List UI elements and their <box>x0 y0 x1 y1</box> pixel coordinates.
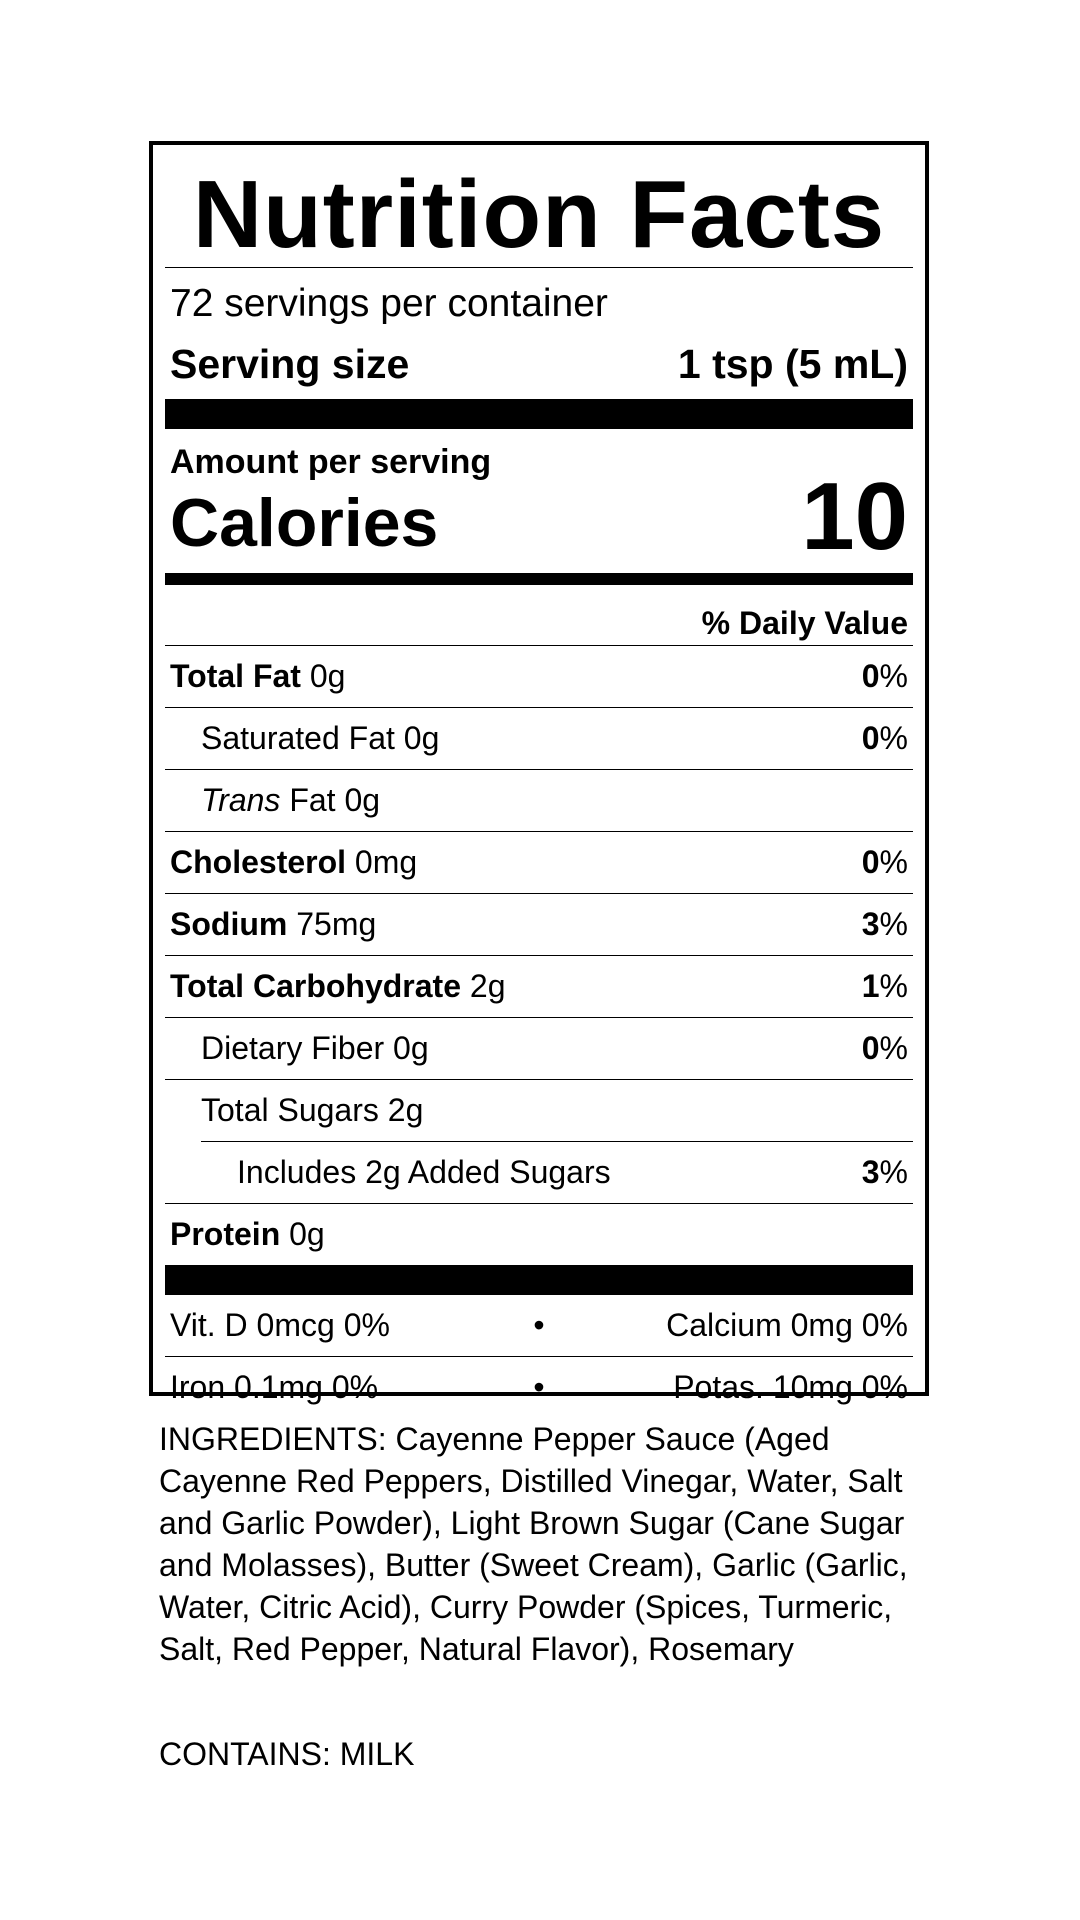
daily-value-sign: % <box>879 844 908 880</box>
panel-title: Nutrition Facts <box>192 161 886 268</box>
nutrient-amount: 2g <box>469 968 506 1004</box>
daily-value-sign: % <box>879 1154 908 1190</box>
nutrition-facts-panel <box>149 141 929 1405</box>
vitamin-left: Vit. D 0mcg 0% <box>170 1307 390 1343</box>
nutrient-amount: 0g <box>393 1030 429 1066</box>
nutrient-name: Total Sugars <box>201 1092 379 1128</box>
nutrient-amount: 0g <box>344 782 381 818</box>
daily-value-number: 0 <box>861 1030 880 1066</box>
nutrient-name: Total Carbohydrate <box>170 968 461 1004</box>
calories-value: 10 <box>801 463 908 570</box>
calories-label: Calories <box>170 485 439 561</box>
nutrient-amount: 0g <box>309 658 346 694</box>
daily-value-sign: % <box>879 720 908 756</box>
nutrient-row-cholesterol <box>165 832 913 893</box>
daily-value-header: % Daily Value <box>701 605 908 641</box>
nutrient-row-total-sugars <box>165 1080 913 1141</box>
vitamin-row <box>165 1357 913 1418</box>
vitamin-right: Potas. 10mg 0% <box>673 1369 908 1405</box>
daily-value-sign: % <box>879 1030 908 1066</box>
ingredients-text: INGREDIENTS: Cayenne Pepper Sauce (Aged Cayenne Red Peppers, Distilled Vinegar, Water, Salt and Garlic Powder), Light Brown Sugar (Cane Sugar and Molasses), Butter (Sweet Cream), Garlic (Garlic, Water, Citric Acid), Curry Powder (Spices, Turmeric, Salt, Red Pepper, Natural Flavor), Rosemary <box>159 1421 908 1667</box>
daily-value-number: 3 <box>861 906 880 942</box>
nutrient-name: Saturated Fat <box>201 720 395 756</box>
thick-divider <box>165 399 913 429</box>
amount-per-serving: Amount per serving <box>170 443 492 481</box>
vitamin-row <box>165 1295 913 1356</box>
calories-row <box>170 463 908 570</box>
nutrient-row-sodium <box>165 894 913 955</box>
daily-value-number: 0 <box>861 720 880 756</box>
daily-value-sign: % <box>879 658 908 694</box>
nutrient-amount: 0g <box>289 1216 325 1252</box>
serving-size-value: 1 tsp (5 mL) <box>677 341 908 387</box>
vitamin-right: Calcium 0mg 0% <box>666 1307 908 1343</box>
daily-value-sign: % <box>879 968 908 1004</box>
nutrient-name: Sodium <box>170 906 288 942</box>
medium-divider <box>165 573 913 585</box>
nutrient-amount: 2g <box>387 1092 424 1128</box>
bullet-separator: • <box>533 1307 545 1343</box>
nutrient-name-italic: Trans <box>201 782 281 818</box>
serving-size-label: Serving size <box>170 341 410 387</box>
nutrient-row-total-carbohydrate <box>165 956 913 1017</box>
nutrient-row-trans-fat <box>165 770 913 831</box>
nutrient-row-added-sugars <box>165 1142 913 1203</box>
nutrient-name: Total Fat <box>170 658 301 694</box>
vitamin-left: Iron 0.1mg 0% <box>170 1369 379 1405</box>
nutrient-name: Dietary Fiber <box>201 1030 385 1066</box>
daily-value-sign: % <box>879 906 908 942</box>
nutrient-row-saturated-fat <box>165 708 913 769</box>
daily-value-number: 0 <box>861 658 880 694</box>
daily-value-number: 1 <box>861 968 880 1004</box>
daily-value-number: 3 <box>861 1154 880 1190</box>
nutrient-amount: 0g <box>403 720 440 756</box>
nutrient-row-dietary-fiber <box>165 1018 913 1079</box>
serving-size-row <box>170 337 908 385</box>
servings-per-container: 72 servings per container <box>170 282 608 325</box>
nutrient-amount: 75mg <box>296 906 377 942</box>
daily-value-number: 0 <box>861 844 880 880</box>
nutrient-name: Includes 2g Added Sugars <box>237 1154 611 1190</box>
nutrient-row-protein <box>165 1204 913 1265</box>
nutrient-row-total-fat <box>165 646 913 707</box>
allergen-statement: CONTAINS: MILK <box>159 1736 415 1772</box>
bullet-separator: • <box>533 1369 545 1405</box>
nutrient-amount: 0mg <box>354 844 418 880</box>
nutrient-name: Fat <box>289 782 336 818</box>
thick-divider <box>165 1265 913 1295</box>
nutrient-name: Cholesterol <box>170 844 347 880</box>
nutrient-name: Protein <box>170 1216 281 1252</box>
